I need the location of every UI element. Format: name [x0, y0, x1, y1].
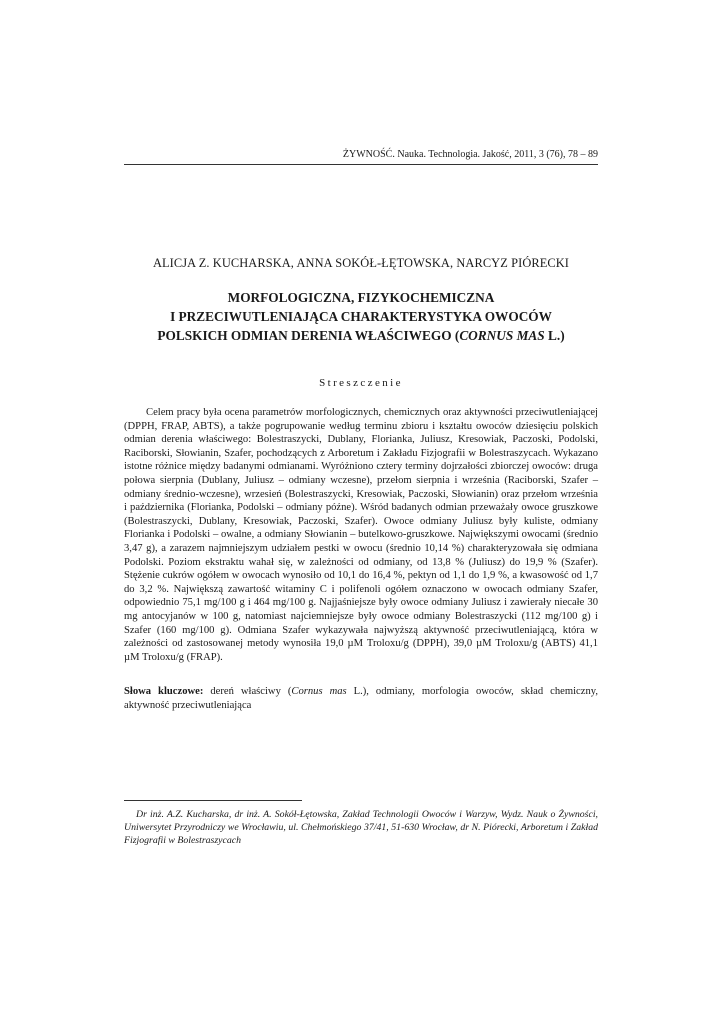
article-title	[124, 288, 598, 345]
keywords	[124, 685, 598, 712]
keywords-part-2: L.), odmiany, morfologia owoców, skład chemiczny, aktywność przeciwutleniająca	[124, 686, 598, 711]
author-affiliation-footnote: Dr inż. A.Z. Kucharska, dr inż. A. Sokół-Łętowska, Zakład Technologii Owoców i Warzyw, Wydz. Nauk o Żywności, Uniwersytet Przyrodniczy we Wrocławiu, ul. Chełmońskiego 37/41, 51-630 Wrocław, dr N. Piórecki, Arboretum i Zakład Fizjografii w Bolestraszycach	[124, 809, 598, 846]
title-latin-name: CORNUS MAS	[459, 328, 545, 343]
header-divider	[124, 164, 598, 165]
title-line-3-prefix: POLSKICH ODMIAN DERENIA WŁAŚCIWEGO (	[157, 328, 460, 343]
keywords-label: Słowa kluczowe:	[124, 686, 204, 697]
footnote-divider	[124, 800, 302, 801]
abstract-heading: Streszczenie	[319, 377, 403, 389]
title-line-3	[124, 326, 598, 345]
title-line-2: I PRZECIWUTLENIAJĄCA CHARAKTERYSTYKA OWOCÓW	[170, 309, 552, 324]
keywords-latin-name: Cornus mas	[291, 686, 347, 697]
journal-header: ŻYWNOŚĆ. Nauka. Technologia. Jakość, 2011, 3 (76), 78 – 89	[342, 149, 598, 160]
title-line-3-suffix: L.)	[544, 328, 565, 343]
keywords-part-1: dereń właściwy (	[203, 686, 292, 697]
authors: ALICJA Z. KUCHARSKA, ANNA SOKÓŁ-ŁĘTOWSKA, NARCYZ PIÓRECKI	[152, 256, 570, 270]
title-line-1: MORFOLOGICZNA, FIZYKOCHEMICZNA	[227, 290, 495, 305]
abstract-text: Celem pracy była ocena parametrów morfologicznych, chemicznych oraz aktywności przeciwutleniającej (DPPH, FRAP, ABTS), a także pogrupowanie według terminu zbioru i kształtu owoców dziesięciu polskich odmian derenia właściwego: Bolestraszycki, Dublany, Florianka, Juliusz, Kresowiak, Paczoski, Podolski, Raciborski, Słowianin, Szafer, pochodzących z Arboretum i Zakładu Fizjografii w Bolestraszycach. Wykazano istotne różnice między badanymi odmianami. Wyróżniono cztery terminy dojrzałości zbiorczej owoców: druga połowa sierpnia (Dublany, Juliusz – odmiany wczesne), przełom sierpnia i września (Raciborski, Szafer – odmiany średnio-wczesne), wrzesień (Bolestraszycki, Kresowiak, Paczoski, Słowianin) oraz przełom września i października (Florianka, Podolski – odmiany późne). Wśród badanych odmian przeważały owoce gruszkowe (Bolestraszycki, Dublany, Kresowiak, Paczoski, Szafer). Owoce odmiany Juliusz były kuliste, odmiany Florianka i Podolski – owalne, a odmiany Słowianin – butelkowo-gruszkowe. Największymi owocami (średnio 3,47 g), a zarazem najmniejszym udziałem pestki w owocu (średnio 10,14 %) charakteryzowała się odmiana Podolski. Poziom ekstraktu wahał się, w zależności od odmiany, od 13,8 % (Juliusz) do 19,9 % (Szafer). Stężenie cukrów ogółem w owocach wynosiło od 10,1 do 16,4 %, pektyn od 1,1 do 1,9 %, a kwasowość od 1,7 do 3,2 %. Największą zawartość witaminy C i polifenoli ogółem oznaczono w owocach odmiany Szafer, odpowiednio 75,1 mg/100 g i 464 mg/100 g. Najjaśniejsze były owoce odmiany Juliusz i zawierały niecałe 30 mg antocyjanów w 100 g, natomiast najciemniejsze były owoce odmiany Bolestraszycki (112 mg/100 g) i Szafer (160 mg/100 g). Odmiana Szafer wykazywała najwyższą aktywność przeciwutleniającą, która w zależności od zastosowanej metody wynosiła 19,0 µM Troloxu/g (DPPH), 39,0 µM Troloxu/g (ABTS) 41,1 µM Troloxu/g (FRAP).	[124, 407, 598, 663]
